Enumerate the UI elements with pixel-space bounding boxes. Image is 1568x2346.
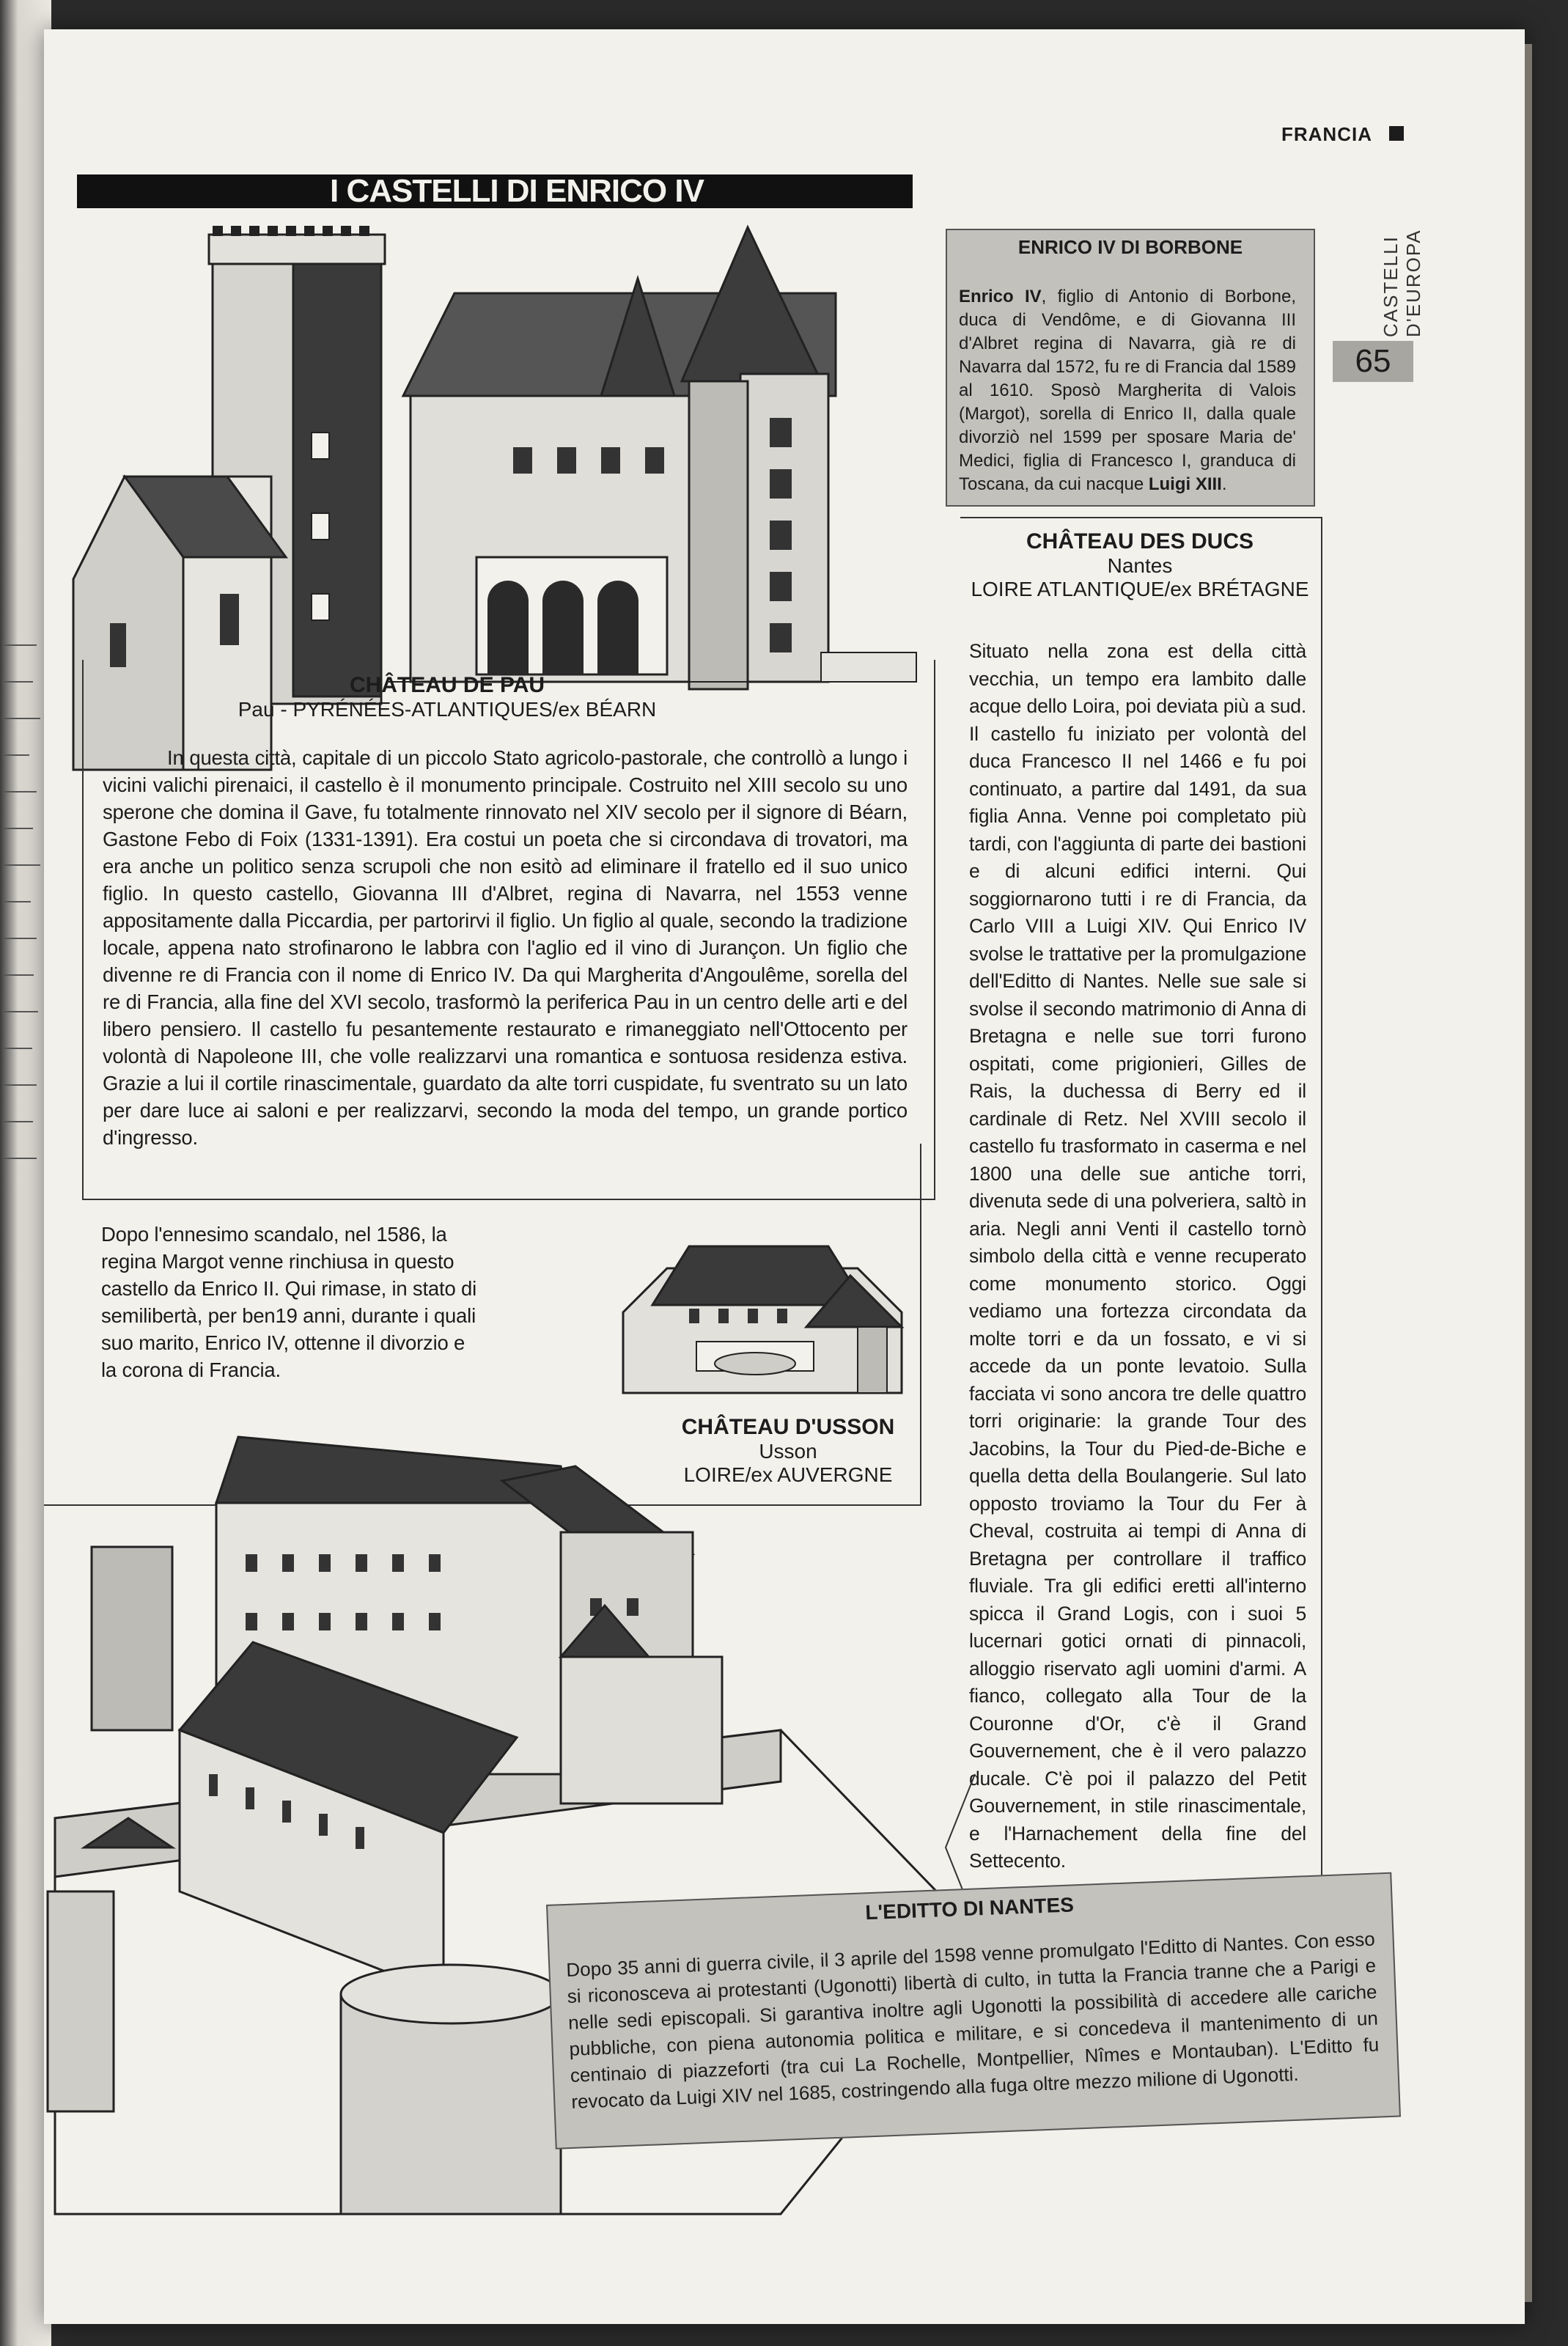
enrico-iv-lead: Enrico IV [959,287,1042,306]
running-head: FRANCIA [1281,123,1372,145]
section-label: CASTELLI D'EUROPA [1380,229,1424,337]
enrico-iv-body: , figlio di Antonio di Borbone, duca di Vendôme, e di Giovanna III d'Albret regina di Navarra, già re di Navarra dal 1572, fu re di Francia dal 1589 al 1610. Sposò Margherita di Valois (Margot), sorella di Enrico II, dalla quale divorziò nel 1599 per sposare Maria de' Medici, figlia di Francesco I, granduca di Toscana, da cui nacque [959,287,1296,494]
editto-text: Dopo 35 anni di guerra civile, il 3 aprile del 1598 venne promulgato l'Editto di Nantes. Con esso si riconosceva ai protestanti (Ugonotti) libertà di culto, in tutta la Francia tranne che a Parigi e nelle sedi episcopali. Si garantiva inoltre agli Ugonotti la possibilità di accedere alle cariche pubbliche, con piena autonomia politica e militare, e si concedeva il mantenimento di un centinaio di piazzeforti (tra cui La Rochelle, Montpellier, Nîmes e Montauban). L'Editto fu revocato da Luigi XIV nel 1685, costringendo alla fuga oltre mezzo milione di Ugonotti. [565,1927,1380,2113]
enrico-iv-title: ENRICO IV DI BORBONE [1017,236,1243,258]
usson-region: LOIRE/ex AUVERGNE [683,1463,893,1486]
ducs-caption [960,529,1319,601]
editto-di-nantes-box [546,1872,1401,2150]
enrico-iv-tail-punct: . [1221,474,1227,494]
page-number: 65 [1333,341,1413,382]
ducs-town: Nantes [1107,554,1173,577]
ducs-name: CHÂTEAU DES DUCS [1026,529,1254,554]
ducs-region: LOIRE ATLANTIQUE/ex BRÉTAGNE [971,578,1309,600]
usson-town: Usson [759,1440,817,1463]
editto-title: L'EDITTO DI NANTES [864,1893,1075,1924]
enrico-iv-tail: Luigi XIII [1148,474,1222,494]
pau-caption [132,673,762,721]
pau-body: In questa città, capitale di un piccolo Stato agricolo-pastorale, che controllò a lungo i vicini valichi pirenaici, il castello è il monumento principale. Costruito nel XIII secolo su uno sperone che domina il Gave, fu totalmente rinnovato nel XIV secolo per il signore di Béarn, Gastone Febo di Foix (1331-1391). Era costui un poeta che si circondava di trovatori, ma era anche un politico senza scrupoli che non esitò ad eliminare il fratello ed il suo unico figlio. In questo castello, Giovanna III d'Albret, regina di Navarra, nel 1553 venne appositamente dalla Piccardia, per partorirvi il figlio. Un figlio al quale, secondo la tradizione locale, appena nato strofinarono le labbra con l'aglio ed il vino di Jurançon. Un figlio che divenne re di Francia con il nome di Enrico IV. Da qui Margherita d'Angoulême, sorella del re di Francia, alla fine del XVI secolo, trasformò la periferica Pau in un centro delle arti e del libero pensiero. Il castello fu pesantemente restaurato e rimaneggiato nell'Ottocento per volontà di Napoleone III, che volle realizzarvi una romantica e sontuosa residenza estiva. Grazie a lui il cortile rinascimentale, guardato da alte torri cuspidate, fu sventrato su un lato per dare luce ai saloni e per realizzarvi, secondo la moda del tempo, un grande portico d'ingresso. [103,746,908,1149]
usson-name: CHÂTEAU D'USSON [681,1415,895,1439]
pau-name: CHÂTEAU DE PAU [349,673,545,697]
square-bullet-icon [1389,126,1404,141]
enrico-iv-text [959,285,1296,496]
enrico-iv-box [946,229,1315,507]
pau-place: Pau - PYRÉNÉES-ATLANTIQUES/ex BÉARN [238,698,657,721]
page-title: I CASTELLI DI ENRICO IV [330,173,704,209]
ducs-body: Situato nella zona est della città vecchia, un tempo era lambito dalle acque dello Loira, poi deviata più a sud. Il castello fu iniziato per volontà del duca Francesco II nel 1466 e fu poi continuato, a partire dal 1491, da sua figlia Anna. Venne poi completato più tardi, con l'aggiunta di parte dei bastioni e di alcuni edifici interni. Qui soggiornarono tutti i re di Francia, da Carlo VIII a Luigi XIV. Qui Enrico IV svolse le trattative per la promulgazione dell'Editto di Nantes. Nelle sue sale si svolse il secondo matrimonio di Anna di Bretagna e nelle sue torri furono ospitati, come prigionieri, Gilles de Rais, la duchessa di Berry ed il cardinale di Retz. Nel XVIII secolo il castello fu trasformato in caserma e nel 1800 una delle sue antiche torri, divenuta sede di una polveriera, saltò in aria. Negli anni Venti il castello tornò simbolo della città e venne recuperato come monumento storico. Oggi vediamo una fortezza circondata da molte torri e da un fossato, e vi si accede da un ponte levatoio. Sulla facciata vi sono ancora tre delle quattro torri originarie: la grande Tour des Jacobins, la Tour du Pied-de-Biche e quella detta della Boulangerie. Sul lato opposto troviamo la Tour du Fer à Cheval, costruita ai tempi di Anna di Bretagna per controllare il traffico fluviale. Tra gli edifici eretti all'interno spicca il Grand Logis, con i suoi 5 lucernari gotici ornati di pinnacoli, alloggio riservato agli uomini d'armi. A fianco, collegato alla Tour de la Couronne d'Or, c'è il Grand Gouvernement, che è il vero palazzo ducale. C'è poi il palazzo del Petit Gouvernement, in stile rinascimentale, e l'Harnachement della fine del Settecento. [969,640,1306,1872]
usson-body: Dopo l'ennesimo scandalo, nel 1586, la regina Margot venne rinchiusa in questo castello da Enrico II. Qui rimase, in stato di semilibertà, per ben19 anni, durante i quali suo marito, Enrico IV, ottenne il divorzio e la corona di Francia. [101,1223,476,1381]
